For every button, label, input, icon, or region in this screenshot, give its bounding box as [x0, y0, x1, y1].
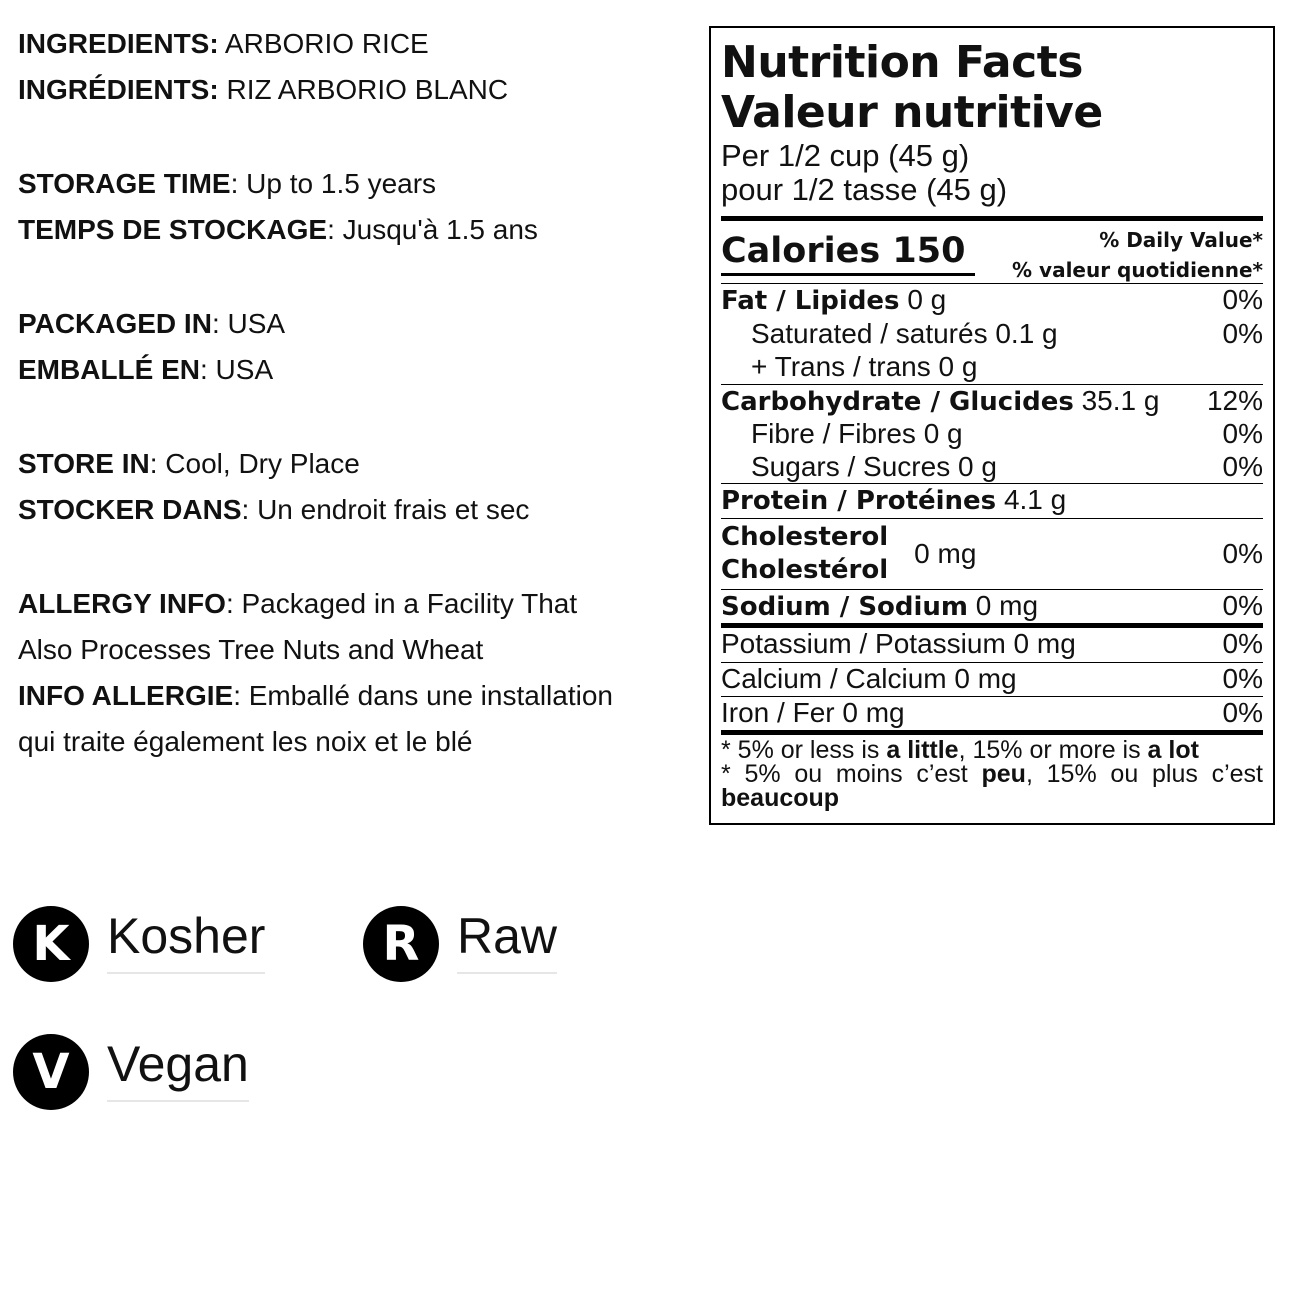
- footnote-fr: * 5% ou moins c’est peu, 15% ou plus c’est: [721, 760, 1263, 788]
- iron-row: Iron / Fer 0 mg 0%: [721, 697, 1263, 728]
- ingredients-section: [18, 21, 508, 113]
- kosher-icon: K: [13, 906, 89, 982]
- raw-label: Raw: [457, 906, 557, 974]
- allergy-fr-line1: INFO ALLERGIE: Emballé dans une installation: [18, 680, 613, 711]
- storage-time-en: STORAGE TIME: Up to 1.5 years: [18, 168, 437, 199]
- sugars-row: Sugars / Sucres 0 g 0%: [751, 451, 1263, 482]
- potassium-row: Potassium / Potassium 0 mg 0%: [721, 628, 1263, 659]
- ingredients-fr: INGRÉDIENTS: RIZ ARBORIO BLANC: [18, 74, 509, 105]
- allergy-section: [18, 581, 613, 765]
- storage-time-section: [18, 161, 538, 253]
- footnote-fr-cont: beaucoup: [721, 784, 840, 812]
- fat-row: Fat / Lipides 0 g 0%: [721, 284, 1263, 316]
- cholesterol-row: Cholesterol Cholestérol 0 mg 0%: [721, 522, 1263, 585]
- store-in-en: STORE IN: Cool, Dry Place: [18, 448, 360, 479]
- allergy-en-line2: Also Processes Tree Nuts and Wheat: [18, 634, 484, 665]
- calcium-row: Calcium / Calcium 0 mg 0%: [721, 663, 1263, 694]
- footnote-en: * 5% or less is a little, 15% or more is a lot: [721, 736, 1199, 764]
- fibre-row: Fibre / Fibres 0 g 0%: [751, 418, 1263, 449]
- vegan-icon: V: [13, 1034, 89, 1110]
- packaged-in-en: PACKAGED IN: USA: [18, 308, 286, 339]
- calories: Calories 150: [721, 229, 975, 276]
- store-in-section: [18, 441, 529, 533]
- packaged-in-fr: EMBALLÉ EN: USA: [18, 354, 274, 385]
- nutrition-title: Nutrition Facts Valeur nutritive: [721, 37, 1103, 138]
- kosher-badge: [13, 906, 265, 982]
- nutrition-facts-table: [709, 26, 1275, 825]
- kosher-label: Kosher: [107, 906, 265, 974]
- storage-time-fr: TEMPS DE STOCKAGE: Jusqu'à 1.5 ans: [18, 214, 538, 245]
- calories-row: [721, 221, 1263, 283]
- raw-icon: R: [363, 906, 439, 982]
- store-in-fr: STOCKER DANS: Un endroit frais et sec: [18, 494, 530, 525]
- allergy-fr-line2: qui traite également les noix et le blé: [18, 726, 473, 757]
- allergy-en-line1: ALLERGY INFO: Packaged in a Facility That: [18, 588, 578, 619]
- protein-row: Protein / Protéines 4.1 g: [721, 484, 1067, 516]
- vegan-badge: [13, 1034, 249, 1110]
- packaged-in-section: [18, 301, 285, 393]
- trans-row: + Trans / trans 0 g: [751, 351, 978, 382]
- carbohydrate-row: Carbohydrate / Glucides 35.1 g 12%: [721, 385, 1263, 417]
- saturated-row: Saturated / saturés 0.1 g 0%: [751, 318, 1263, 349]
- serving-size: Per 1/2 cup (45 g) pour 1/2 tasse (45 g): [721, 138, 1008, 207]
- sodium-row: Sodium / Sodium 0 mg 0%: [721, 590, 1263, 622]
- raw-badge: [363, 906, 557, 982]
- footnote: [721, 735, 1263, 810]
- ingredients-en: INGREDIENTS: ARBORIO RICE: [18, 28, 429, 59]
- daily-value-header: % Daily Value* % valeur quotidienne*: [1012, 228, 1263, 282]
- vegan-label: Vegan: [107, 1034, 249, 1102]
